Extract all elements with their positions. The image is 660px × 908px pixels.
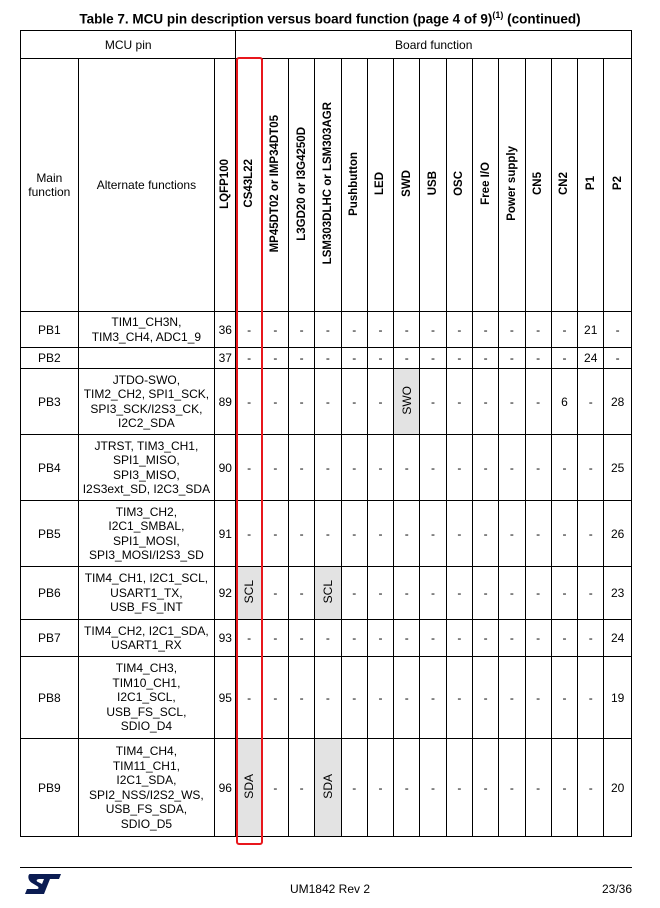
power-cell: - — [499, 348, 525, 369]
p2-cell: 19 — [604, 657, 632, 739]
usb-cell: - — [420, 312, 446, 348]
mp45-cell: - — [262, 739, 288, 837]
cn2-cell: - — [551, 657, 577, 739]
cn5-cell: - — [525, 620, 551, 657]
led-cell: - — [367, 435, 393, 501]
swd-cell: - — [394, 620, 420, 657]
main-function-cell: PB3 — [21, 369, 79, 435]
table-title-note: (1) — [492, 10, 504, 20]
swd-cell: - — [394, 435, 420, 501]
main-function-cell: PB2 — [21, 348, 79, 369]
cn5-cell: - — [525, 348, 551, 369]
alternate-function-line: SPI3_SCK/I2S3_CK, — [90, 401, 203, 416]
power-cell: - — [499, 312, 525, 348]
freeio-cell: - — [472, 435, 498, 501]
alternate-function-line: TIM3_CH2, — [115, 504, 178, 519]
p1-cell: 24 — [578, 348, 604, 369]
footer-page-number: 23/36 — [601, 882, 632, 896]
alternate-function-line: I2C2_SDA — [118, 416, 175, 430]
cn5-cell: - — [525, 567, 551, 620]
mp45-cell: - — [262, 435, 288, 501]
col-power-supply: Power supply — [499, 59, 525, 312]
swd-cell: - — [394, 657, 420, 739]
osc-cell: - — [446, 369, 472, 435]
alternate-function-line: TIM11_CH1, — [112, 758, 180, 773]
pushbutton-cell: - — [341, 348, 367, 369]
p1-cell: 21 — [578, 312, 604, 348]
p1-cell: - — [578, 739, 604, 837]
table-row — [21, 435, 632, 501]
alternate-functions-cell — [78, 567, 215, 620]
alternate-function-line: USART1_RX — [111, 638, 182, 652]
alternate-function-line: TIM1_CH3N, — [111, 315, 182, 329]
cn2-cell: - — [551, 739, 577, 837]
swd-cell: - — [394, 501, 420, 567]
l3gd20-cell: - — [288, 739, 314, 837]
lqfp100-cell: 93 — [215, 620, 236, 657]
swd-signal: SWO — [399, 385, 414, 415]
alternate-functions-cell — [78, 312, 215, 348]
swd-cell: - — [394, 739, 420, 837]
alternate-function-line: TIM4_CH2, I2C1_SDA, — [84, 623, 209, 638]
pushbutton-cell: - — [341, 435, 367, 501]
lsm303-cell: - — [315, 501, 341, 567]
pin-table — [20, 30, 632, 837]
cs43l22-cell: - — [236, 435, 262, 501]
usb-cell: - — [420, 567, 446, 620]
cn2-cell: - — [551, 435, 577, 501]
alternate-function-line: TIM2_CH2, SPI1_SCK, — [83, 387, 210, 401]
alternate-functions-cell — [78, 620, 215, 657]
mp45-cell: - — [262, 567, 288, 620]
power-cell: - — [499, 620, 525, 657]
alternate-function-line: SPI1_MOSI, — [113, 533, 180, 548]
l3gd20-cell: - — [288, 567, 314, 620]
cn5-cell: - — [525, 312, 551, 348]
cn2-cell: - — [551, 312, 577, 348]
freeio-cell: - — [472, 567, 498, 620]
freeio-cell: - — [472, 369, 498, 435]
cs43l22-signal: SDA — [242, 773, 257, 799]
usb-cell: - — [420, 435, 446, 501]
table-row — [21, 312, 632, 348]
power-cell: - — [499, 435, 525, 501]
osc-cell: - — [446, 739, 472, 837]
p1-cell: - — [578, 567, 604, 620]
lsm303-cell: - — [315, 312, 341, 348]
main-function-cell: PB7 — [21, 620, 79, 657]
cn2-cell: 6 — [551, 369, 577, 435]
table-row — [21, 348, 632, 369]
usb-cell: - — [420, 620, 446, 657]
col-led: LED — [367, 59, 393, 312]
led-cell: - — [367, 312, 393, 348]
p2-cell: 26 — [604, 501, 632, 567]
lsm303-cell: - — [315, 348, 341, 369]
p2-cell: 20 — [604, 739, 632, 837]
col-lqfp100: LQFP100 — [215, 59, 236, 312]
lqfp100-cell: 91 — [215, 501, 236, 567]
alternate-function-line: USART1_TX, — [110, 585, 183, 600]
p2-cell: - — [604, 312, 632, 348]
p1-cell: - — [578, 501, 604, 567]
lsm303-signal: SDA — [320, 773, 335, 799]
footer-divider — [20, 867, 632, 868]
group-board-function: Board function — [236, 31, 632, 59]
mp45-cell: - — [262, 369, 288, 435]
cn2-cell: - — [551, 567, 577, 620]
lsm303-cell: - — [315, 657, 341, 739]
col-mp45dt02: MP45DT02 or IMP34DT05 — [262, 59, 288, 312]
table-row — [21, 657, 632, 739]
pushbutton-cell: - — [341, 567, 367, 620]
mp45-cell: - — [262, 501, 288, 567]
swd-cell — [394, 369, 420, 435]
pushbutton-cell: - — [341, 312, 367, 348]
col-swd: SWD — [394, 59, 420, 312]
alternate-function-line: I2C1_SCL, — [117, 690, 176, 705]
main-function-cell: PB6 — [21, 567, 79, 620]
freeio-cell: - — [472, 348, 498, 369]
cs43l22-cell: - — [236, 620, 262, 657]
osc-cell: - — [446, 657, 472, 739]
lsm303-signal: SCL — [320, 579, 335, 604]
usb-cell: - — [420, 739, 446, 837]
col-osc: OSC — [446, 59, 472, 312]
led-cell: - — [367, 567, 393, 620]
col-l3gd20: L3GD20 or I3G4250D — [288, 59, 314, 312]
freeio-cell: - — [472, 312, 498, 348]
alternate-function-line: USB_FS_SCL, — [106, 704, 187, 719]
col-alternate-functions: Alternate functions — [78, 59, 215, 312]
table-title — [0, 10, 660, 27]
footer-doc-id: UM1842 Rev 2 — [289, 882, 371, 896]
led-cell: - — [367, 620, 393, 657]
alternate-function-line: JTDO-SWO, — [112, 372, 181, 387]
table-body — [21, 312, 632, 837]
main-function-cell: PB5 — [21, 501, 79, 567]
group-mcu-pin: MCU pin — [21, 31, 236, 59]
mp45-cell: - — [262, 620, 288, 657]
cn2-cell: - — [551, 501, 577, 567]
pushbutton-cell: - — [341, 501, 367, 567]
col-cn2: CN2 — [551, 59, 577, 312]
alternate-functions-cell — [78, 348, 215, 369]
alternate-function-line: USB_FS_SDA, — [105, 802, 188, 816]
cs43l22-cell: - — [236, 312, 262, 348]
lqfp100-cell: 95 — [215, 657, 236, 739]
osc-cell: - — [446, 435, 472, 501]
osc-cell: - — [446, 312, 472, 348]
alternate-function-line: TIM4_CH4, — [115, 744, 178, 758]
table-title-suffix: (continued) — [503, 11, 581, 27]
main-function-cell: PB9 — [21, 739, 79, 837]
col-free-io: Free I/O — [472, 59, 498, 312]
alternate-functions-cell — [78, 435, 215, 501]
alternate-function-line: TIM10_CH1, — [112, 675, 181, 690]
power-cell: - — [499, 657, 525, 739]
mp45-cell: - — [262, 657, 288, 739]
p2-cell: 23 — [604, 567, 632, 620]
l3gd20-cell: - — [288, 435, 314, 501]
alternate-function-line: I2S3ext_SD, I2C3_SDA — [82, 482, 211, 496]
p1-cell: - — [578, 657, 604, 739]
table-row — [21, 739, 632, 837]
alternate-function-line: I2C1_SDA, — [116, 773, 177, 787]
p2-cell: - — [604, 348, 632, 369]
cn2-cell: - — [551, 348, 577, 369]
p1-cell: - — [578, 620, 604, 657]
alternate-function-line: TIM4_CH3, — [115, 661, 178, 676]
col-lsm303: LSM303DLHC or LSM303AGR — [315, 59, 341, 312]
power-cell: - — [499, 501, 525, 567]
pushbutton-cell: - — [341, 369, 367, 435]
table-row — [21, 369, 632, 435]
l3gd20-cell: - — [288, 501, 314, 567]
l3gd20-cell: - — [288, 312, 314, 348]
col-cs43l22: CS43L22 — [236, 59, 262, 312]
freeio-cell: - — [472, 620, 498, 657]
power-cell: - — [499, 739, 525, 837]
led-cell: - — [367, 369, 393, 435]
alternate-functions-cell — [78, 657, 215, 739]
l3gd20-cell: - — [288, 657, 314, 739]
freeio-cell: - — [472, 657, 498, 739]
alternate-function-line: USB_FS_INT — [110, 600, 183, 615]
pushbutton-cell: - — [341, 657, 367, 739]
col-cn5: CN5 — [525, 59, 551, 312]
col-usb: USB — [420, 59, 446, 312]
swd-cell: - — [394, 348, 420, 369]
cs43l22-cell: - — [236, 657, 262, 739]
swd-cell: - — [394, 567, 420, 620]
alternate-function-line: SDIO_D4 — [120, 719, 173, 734]
cn5-cell: - — [525, 739, 551, 837]
cs43l22-cell: - — [236, 348, 262, 369]
p2-cell: 24 — [604, 620, 632, 657]
cn5-cell: - — [525, 501, 551, 567]
table-title-text: Table 7. MCU pin description versus board function (page 4 of 9) — [79, 11, 493, 27]
lqfp100-cell: 90 — [215, 435, 236, 501]
osc-cell: - — [446, 348, 472, 369]
power-cell: - — [499, 567, 525, 620]
cn2-cell: - — [551, 620, 577, 657]
lqfp100-cell: 36 — [215, 312, 236, 348]
usb-cell: - — [420, 348, 446, 369]
alternate-function-line: TIM4_CH1, I2C1_SCL, — [84, 571, 209, 586]
table-row — [21, 501, 632, 567]
usb-cell: - — [420, 369, 446, 435]
usb-cell: - — [420, 501, 446, 567]
pushbutton-cell: - — [341, 620, 367, 657]
table-row — [21, 620, 632, 657]
p1-cell: - — [578, 435, 604, 501]
freeio-cell: - — [472, 501, 498, 567]
lsm303-cell: - — [315, 369, 341, 435]
alternate-functions-cell — [78, 739, 215, 837]
lqfp100-cell: 92 — [215, 567, 236, 620]
osc-cell: - — [446, 567, 472, 620]
cn5-cell: - — [525, 369, 551, 435]
osc-cell: - — [446, 501, 472, 567]
alternate-function-line: JTRST, TIM3_CH1, — [94, 438, 199, 453]
main-function-cell: PB1 — [21, 312, 79, 348]
p2-cell: 28 — [604, 369, 632, 435]
led-cell: - — [367, 348, 393, 369]
cs43l22-highlight-box — [236, 57, 263, 845]
col-main-function: Main function — [21, 59, 79, 312]
lqfp100-cell: 96 — [215, 739, 236, 837]
table-row — [21, 567, 632, 620]
power-cell: - — [499, 369, 525, 435]
col-p1: P1 — [578, 59, 604, 312]
p1-cell: - — [578, 369, 604, 435]
l3gd20-cell: - — [288, 348, 314, 369]
l3gd20-cell: - — [288, 620, 314, 657]
alternate-functions-cell — [78, 369, 215, 435]
cn5-cell: - — [525, 435, 551, 501]
lqfp100-cell: 37 — [215, 348, 236, 369]
col-pushbutton: Pushbutton — [341, 59, 367, 312]
cs43l22-cell: - — [236, 369, 262, 435]
lqfp100-cell: 89 — [215, 369, 236, 435]
main-function-cell: PB4 — [21, 435, 79, 501]
cs43l22-signal: SCL — [242, 579, 257, 604]
alternate-function-line: SPI3_MISO, — [113, 467, 180, 482]
col-p2: P2 — [604, 59, 632, 312]
main-function-cell: PB8 — [21, 657, 79, 739]
alternate-function-line: SPI1_MISO, — [113, 453, 180, 467]
alternate-function-line: I2C1_SMBAL, — [108, 519, 185, 533]
led-cell: - — [367, 657, 393, 739]
alternate-function-line: TIM3_CH4, ADC1_9 — [91, 329, 202, 344]
lsm303-cell: - — [315, 435, 341, 501]
alternate-function-line: SPI2_NSS/I2S2_WS, — [89, 787, 204, 802]
lsm303-cell: - — [315, 620, 341, 657]
pushbutton-cell: - — [341, 739, 367, 837]
freeio-cell: - — [472, 739, 498, 837]
l3gd20-cell: - — [288, 369, 314, 435]
lsm303-cell — [315, 567, 341, 620]
alternate-function-line: SPI3_MOSI/I2S3_SD — [89, 548, 204, 562]
osc-cell: - — [446, 620, 472, 657]
p2-cell: 25 — [604, 435, 632, 501]
alternate-function-line: SDIO_D5 — [120, 816, 173, 831]
cn5-cell: - — [525, 657, 551, 739]
mp45-cell: - — [262, 312, 288, 348]
alternate-functions-cell — [78, 501, 215, 567]
cs43l22-cell: - — [236, 501, 262, 567]
led-cell: - — [367, 501, 393, 567]
led-cell: - — [367, 739, 393, 837]
lsm303-cell — [315, 739, 341, 837]
swd-cell: - — [394, 312, 420, 348]
usb-cell: - — [420, 657, 446, 739]
mp45-cell: - — [262, 348, 288, 369]
